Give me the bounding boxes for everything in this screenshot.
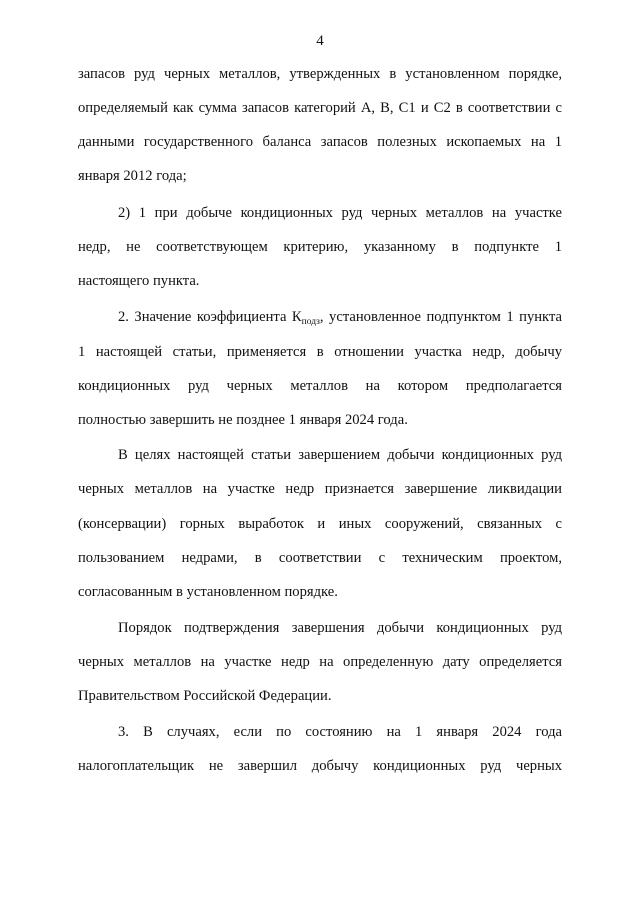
text-line: настоящего пункта.	[78, 273, 200, 289]
text-line: полностью завершить не позднее 1 января 2024 года.	[78, 412, 408, 428]
text-line: января 2012 года;	[78, 168, 187, 184]
coefficient-text-after: , установленное подпунктом 1 пункта	[319, 309, 562, 325]
text-line: недр, не соответствующем критерию, указанному в подпункте 1	[78, 239, 562, 255]
text-line: черных металлов на участке недр на определенную дату определяется	[78, 654, 562, 670]
coefficient-subscript: подз	[301, 317, 320, 327]
text-line: пользованием недрами, в соответствии с техническим проектом,	[78, 550, 562, 566]
text-line: согласованным в установленном порядке.	[78, 584, 338, 600]
text-line: В целях настоящей статьи завершением добычи кондиционных руд	[118, 447, 562, 463]
page-number: 4	[316, 33, 324, 49]
text-line-with-subscript	[118, 306, 562, 328]
text-line: кондиционных руд черных металлов на котором предполагается	[78, 378, 562, 394]
text-line: Порядок подтверждения завершения добычи кондиционных руд	[118, 620, 562, 636]
text-line: 3. В случаях, если по состоянию на 1 января 2024 года	[118, 724, 562, 740]
text-line: 2) 1 при добыче кондиционных руд черных металлов на участке	[118, 205, 562, 221]
text-line: (консервации) горных выработок и иных сооружений, связанных с	[78, 516, 562, 532]
text-line: запасов руд черных металлов, утвержденных в установленном порядке,	[78, 66, 562, 82]
coefficient-text-before: 2. Значение коэффициента К	[118, 309, 302, 325]
text-line: данными государственного баланса запасов полезных ископаемых на 1	[78, 134, 562, 150]
text-line: Правительством Российской Федерации.	[78, 688, 332, 704]
text-line: 1 настоящей статьи, применяется в отношении участка недр, добычу	[78, 344, 562, 360]
text-line: налогоплательщик не завершил добычу кондиционных руд черных	[78, 758, 562, 774]
text-line: определяемый как сумма запасов категорий А, В, С1 и С2 в соответствии с	[78, 100, 562, 116]
text-line: черных металлов на участке недр признается завершение ликвидации	[78, 481, 562, 497]
